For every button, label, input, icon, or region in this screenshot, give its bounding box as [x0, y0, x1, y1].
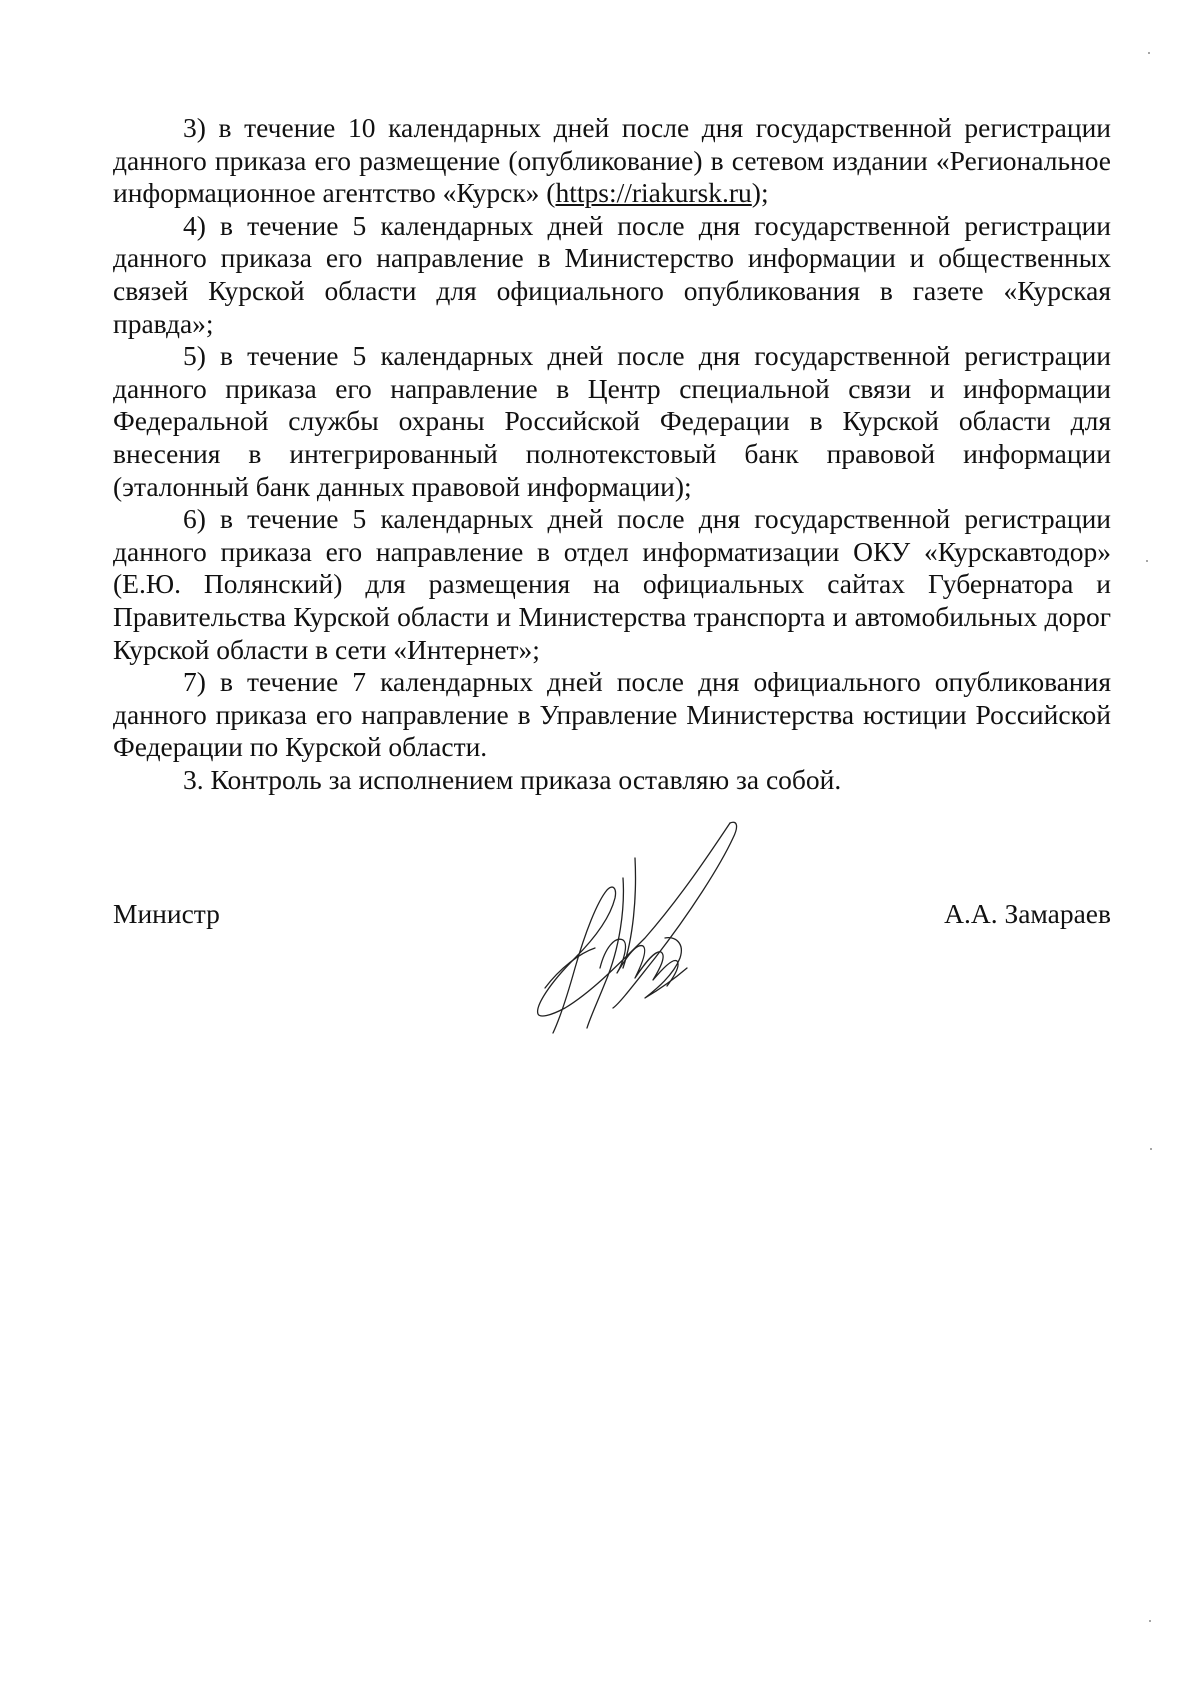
scan-speck — [1148, 52, 1150, 54]
signer-position: Министр — [113, 898, 220, 929]
riakursk-link[interactable]: https://riakursk.ru — [555, 177, 752, 209]
paragraph-control: 3. Контроль за исполнением приказа оставляю за собой. — [183, 763, 842, 795]
handwritten-signature-icon — [505, 818, 770, 1038]
paragraph-text-end: ); — [751, 177, 769, 209]
paragraph-item-6: 6) в течение 5 календарных дней после дня государственной регистрации данного приказа его направление в отдел информатизации ОКУ «Курскавтодор» (Е.Ю. Полянский) для размещения на официальных сайтах Губернатора и Правительства Курской области и Министерства транспорта и автомобильных дорог Курской области в сети «Интернет»; — [113, 503, 1111, 665]
signer-name: А.А. Замараев — [944, 898, 1111, 929]
paragraph-item-3 — [113, 112, 1111, 210]
paragraph-item-4: 4) в течение 5 календарных дней после дня государственной регистрации данного приказа его направление в Министерство информации и общественных связей Курской области для официального опубликования в газете «Курская правда»; — [113, 209, 1111, 339]
paragraph-text: 3) в течение 10 календарных дней после дня государственной регистрации данного приказа его размещение (опубликование) в сетевом издании «Региональное информационное агентство «Курск» ( — [113, 112, 1111, 209]
document-body — [113, 112, 1111, 796]
paragraph-item-7: 7) в течение 7 календарных дней после дня официального опубликования данного приказа его направление в Управление Министерства юстиции Российской Федерации по Курской области. — [113, 666, 1111, 763]
scan-speck — [1150, 1148, 1152, 1150]
scan-speck — [1146, 560, 1148, 562]
scan-speck — [1149, 1620, 1151, 1622]
paragraph-item-5: 5) в течение 5 календарных дней после дня государственной регистрации данного приказа его направление в Центр специальной связи и информации Федеральной службы охраны Российской Федерации в Курской области для внесения в интегрированный полнотекстовый банк правовой информации (эталонный банк данных правовой информации); — [113, 340, 1111, 502]
